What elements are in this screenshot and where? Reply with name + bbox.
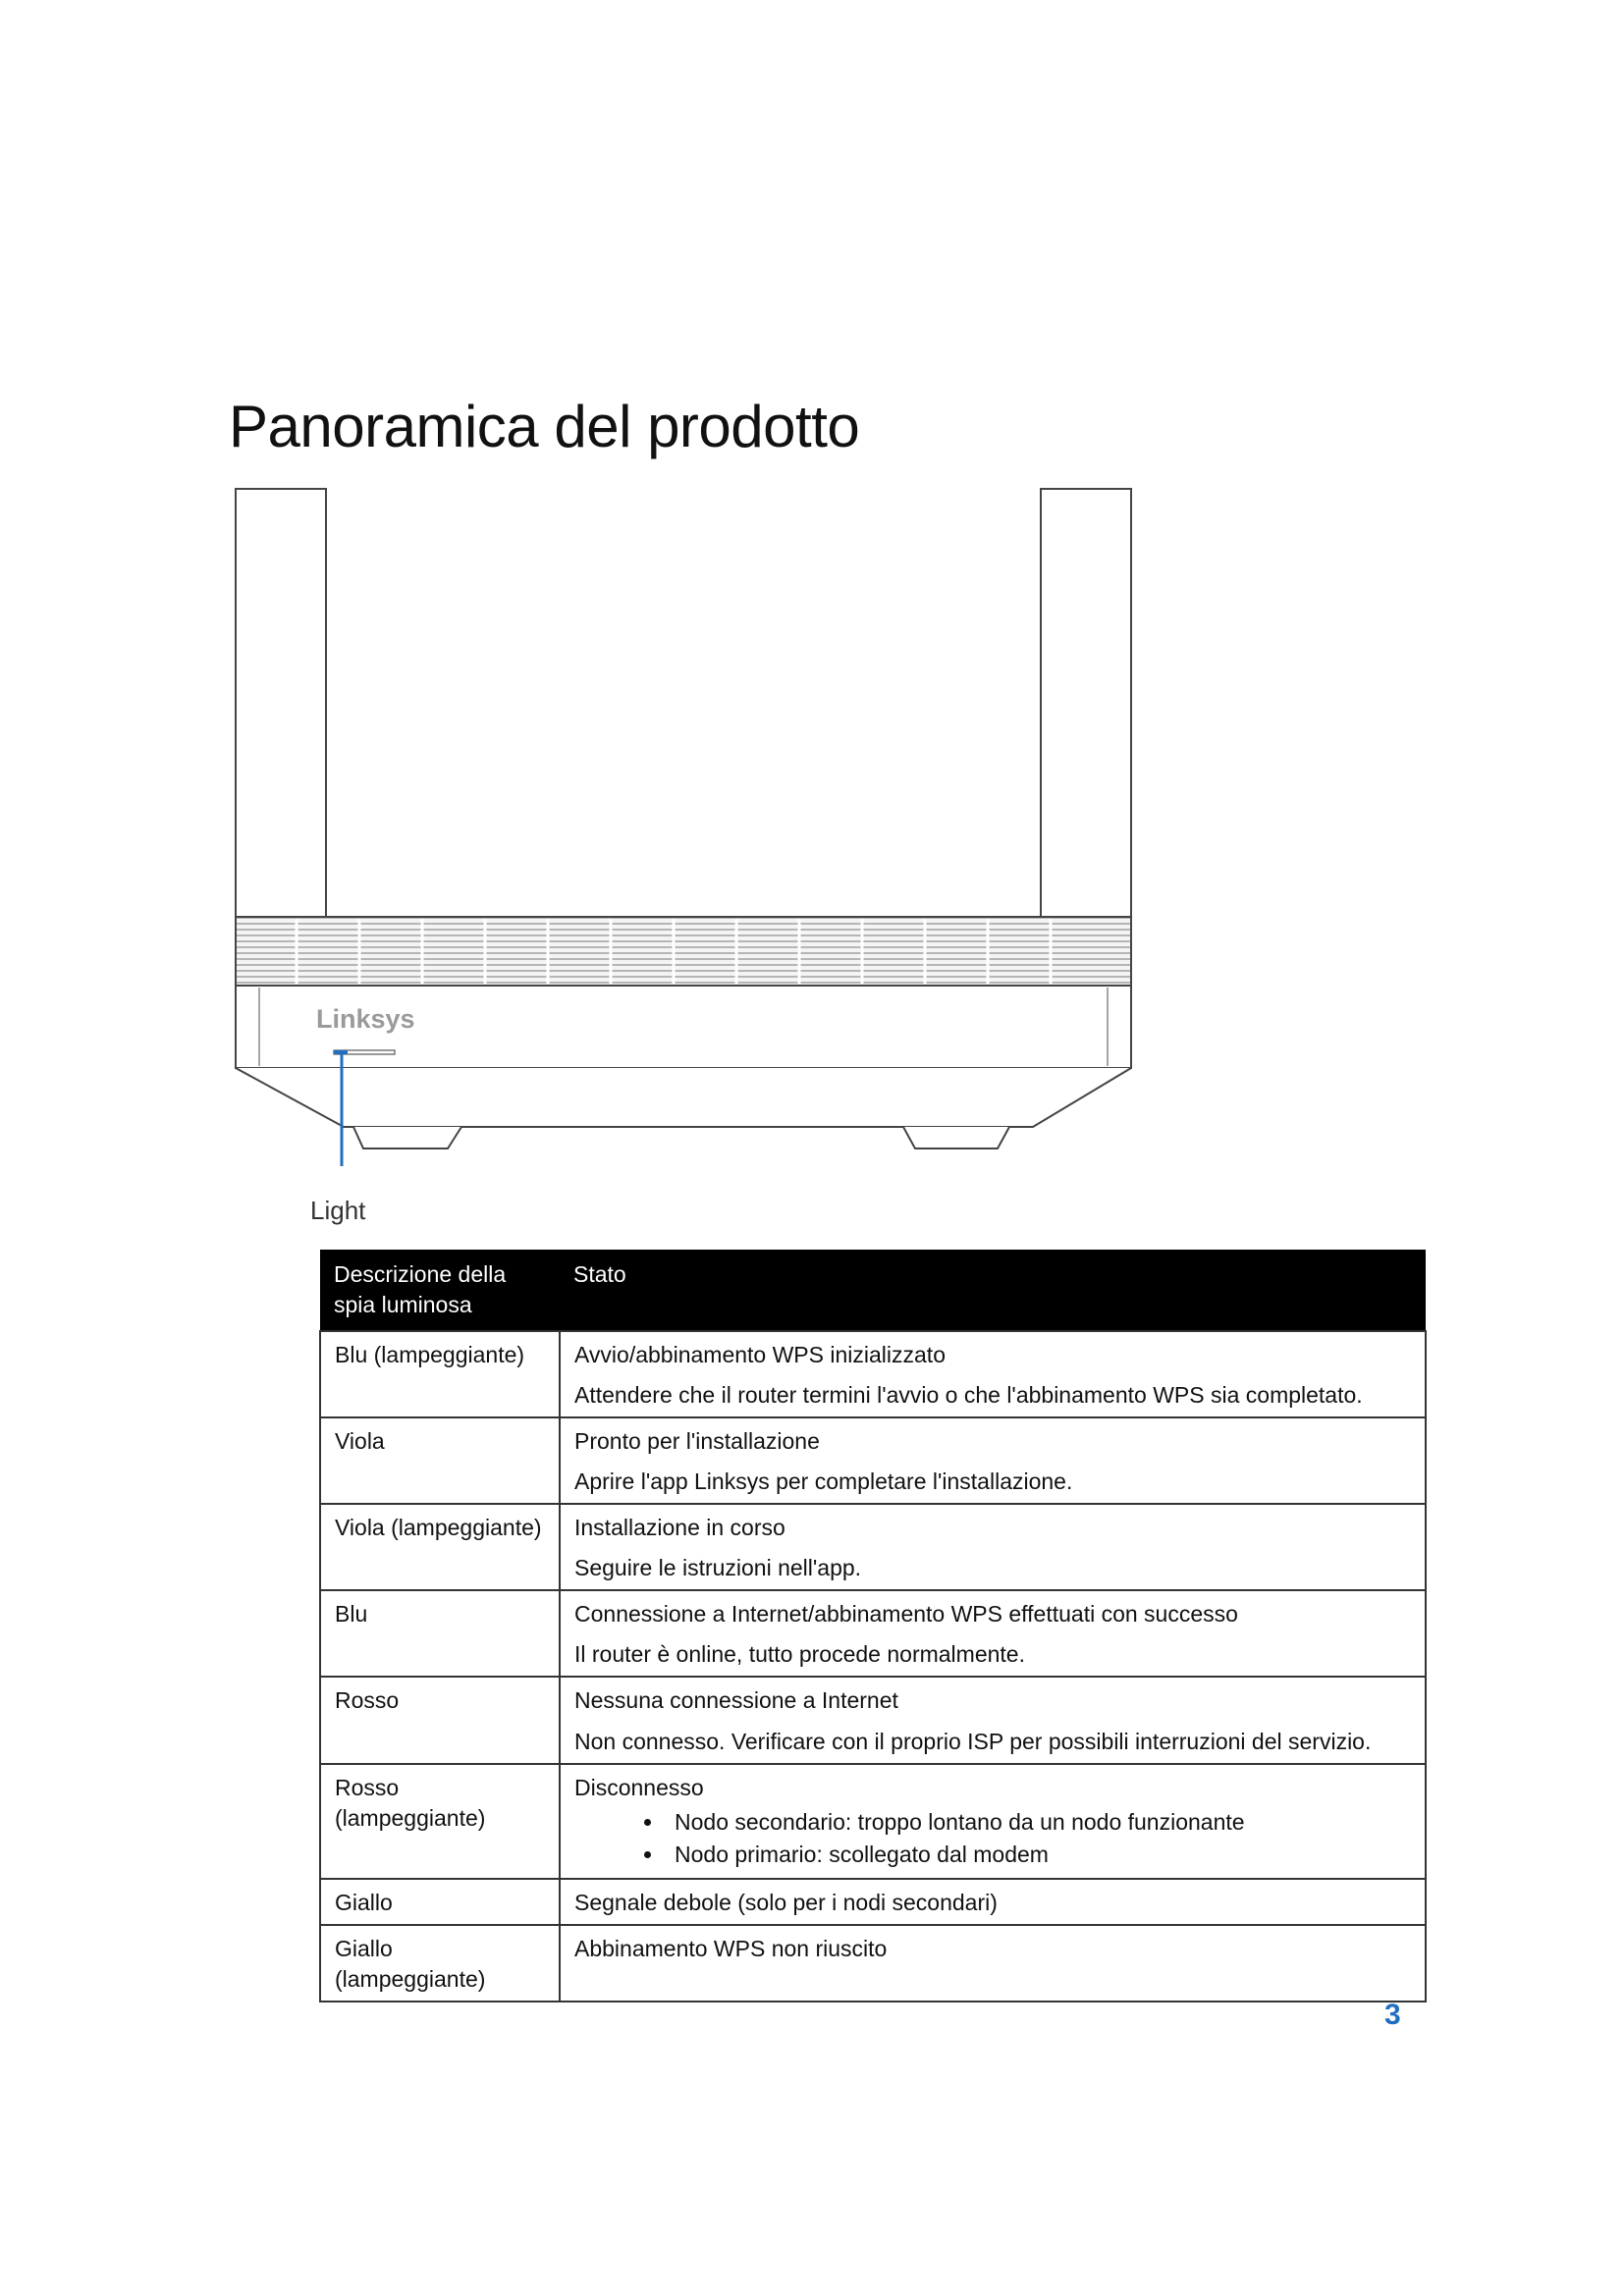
- status-cell: [560, 1764, 1426, 1879]
- list-item: • Nodo secondario: troppo lontano da un nodo funzionante: [665, 1807, 1411, 1838]
- status-text: Connessione a Internet/abbinamento WPS effettuati con successo: [574, 1601, 1238, 1628]
- status-text: Installazione in corso: [574, 1515, 785, 1541]
- status-detail: Attendere che il router termini l'avvio o che l'abbinamento WPS sia completato.: [574, 1382, 1363, 1409]
- right-foot: [903, 1127, 1009, 1148]
- table-row: [320, 1590, 1426, 1677]
- left-antenna: [236, 489, 326, 919]
- status-cell: [560, 1879, 1426, 1925]
- light-cell: Blu (lampeggiante): [320, 1331, 560, 1417]
- router-illustration: [226, 479, 1149, 1166]
- status-detail: Il router è online, tutto procede normalmente.: [574, 1641, 1025, 1668]
- status-text: Segnale debole (solo per i nodi secondari): [574, 1889, 998, 1915]
- vent-grille: [236, 917, 1131, 986]
- light-cell: Giallo (lampeggiante): [320, 1925, 560, 2002]
- status-detail: Non connesso. Verificare con il proprio ISP per possibili interruzioni del servizio.: [574, 1728, 1372, 1754]
- header-light-description: Descrizione della spia luminosa: [320, 1250, 560, 1331]
- header-status: Stato: [560, 1250, 1426, 1331]
- status-cell: [560, 1417, 1426, 1504]
- status-cell: [560, 1677, 1426, 1763]
- page-number: 3: [1384, 1999, 1401, 2031]
- status-cell: [560, 1331, 1426, 1417]
- table-row: [320, 1925, 1426, 2002]
- table-row: [320, 1504, 1426, 1590]
- light-cell: Viola: [320, 1417, 560, 1504]
- left-foot: [353, 1127, 461, 1148]
- status-detail: Seguire le istruzioni nell'app.: [574, 1555, 862, 1581]
- linksys-logo: Linksys: [316, 1004, 415, 1034]
- light-cell: Rosso: [320, 1677, 560, 1763]
- status-text: Avvio/abbinamento WPS inizializzato: [574, 1342, 946, 1368]
- router-base: [236, 1068, 1131, 1127]
- status-cell: [560, 1504, 1426, 1590]
- light-cell: Giallo: [320, 1879, 560, 1925]
- status-cell: [560, 1925, 1426, 2002]
- page-title: Panoramica del prodotto: [229, 394, 860, 459]
- status-detail: Aprire l'app Linksys per completare l'installazione.: [574, 1468, 1073, 1495]
- table-row: [320, 1879, 1426, 1925]
- status-text: Nessuna connessione a Internet: [574, 1687, 898, 1714]
- light-cell: Rosso (lampeggiante): [320, 1764, 560, 1879]
- led-status-table: [319, 1250, 1427, 2002]
- status-text: Pronto per l'installazione: [574, 1428, 820, 1455]
- table-row: [320, 1417, 1426, 1504]
- list-item: • Nodo primario: scollegato dal modem: [665, 1840, 1411, 1870]
- light-cell: Viola (lampeggiante): [320, 1504, 560, 1590]
- table-row: [320, 1331, 1426, 1417]
- table-row: [320, 1764, 1426, 1879]
- light-cell: Blu: [320, 1590, 560, 1677]
- status-text: Disconnesso: [574, 1774, 704, 1800]
- status-text: Abbinamento WPS non riuscito: [574, 1935, 888, 1961]
- status-bullet-list: [574, 1807, 1411, 1870]
- light-callout-label: Light: [310, 1196, 366, 1225]
- table-header-row: [320, 1250, 1426, 1331]
- right-antenna: [1041, 489, 1131, 919]
- table-row: [320, 1677, 1426, 1763]
- status-cell: [560, 1590, 1426, 1677]
